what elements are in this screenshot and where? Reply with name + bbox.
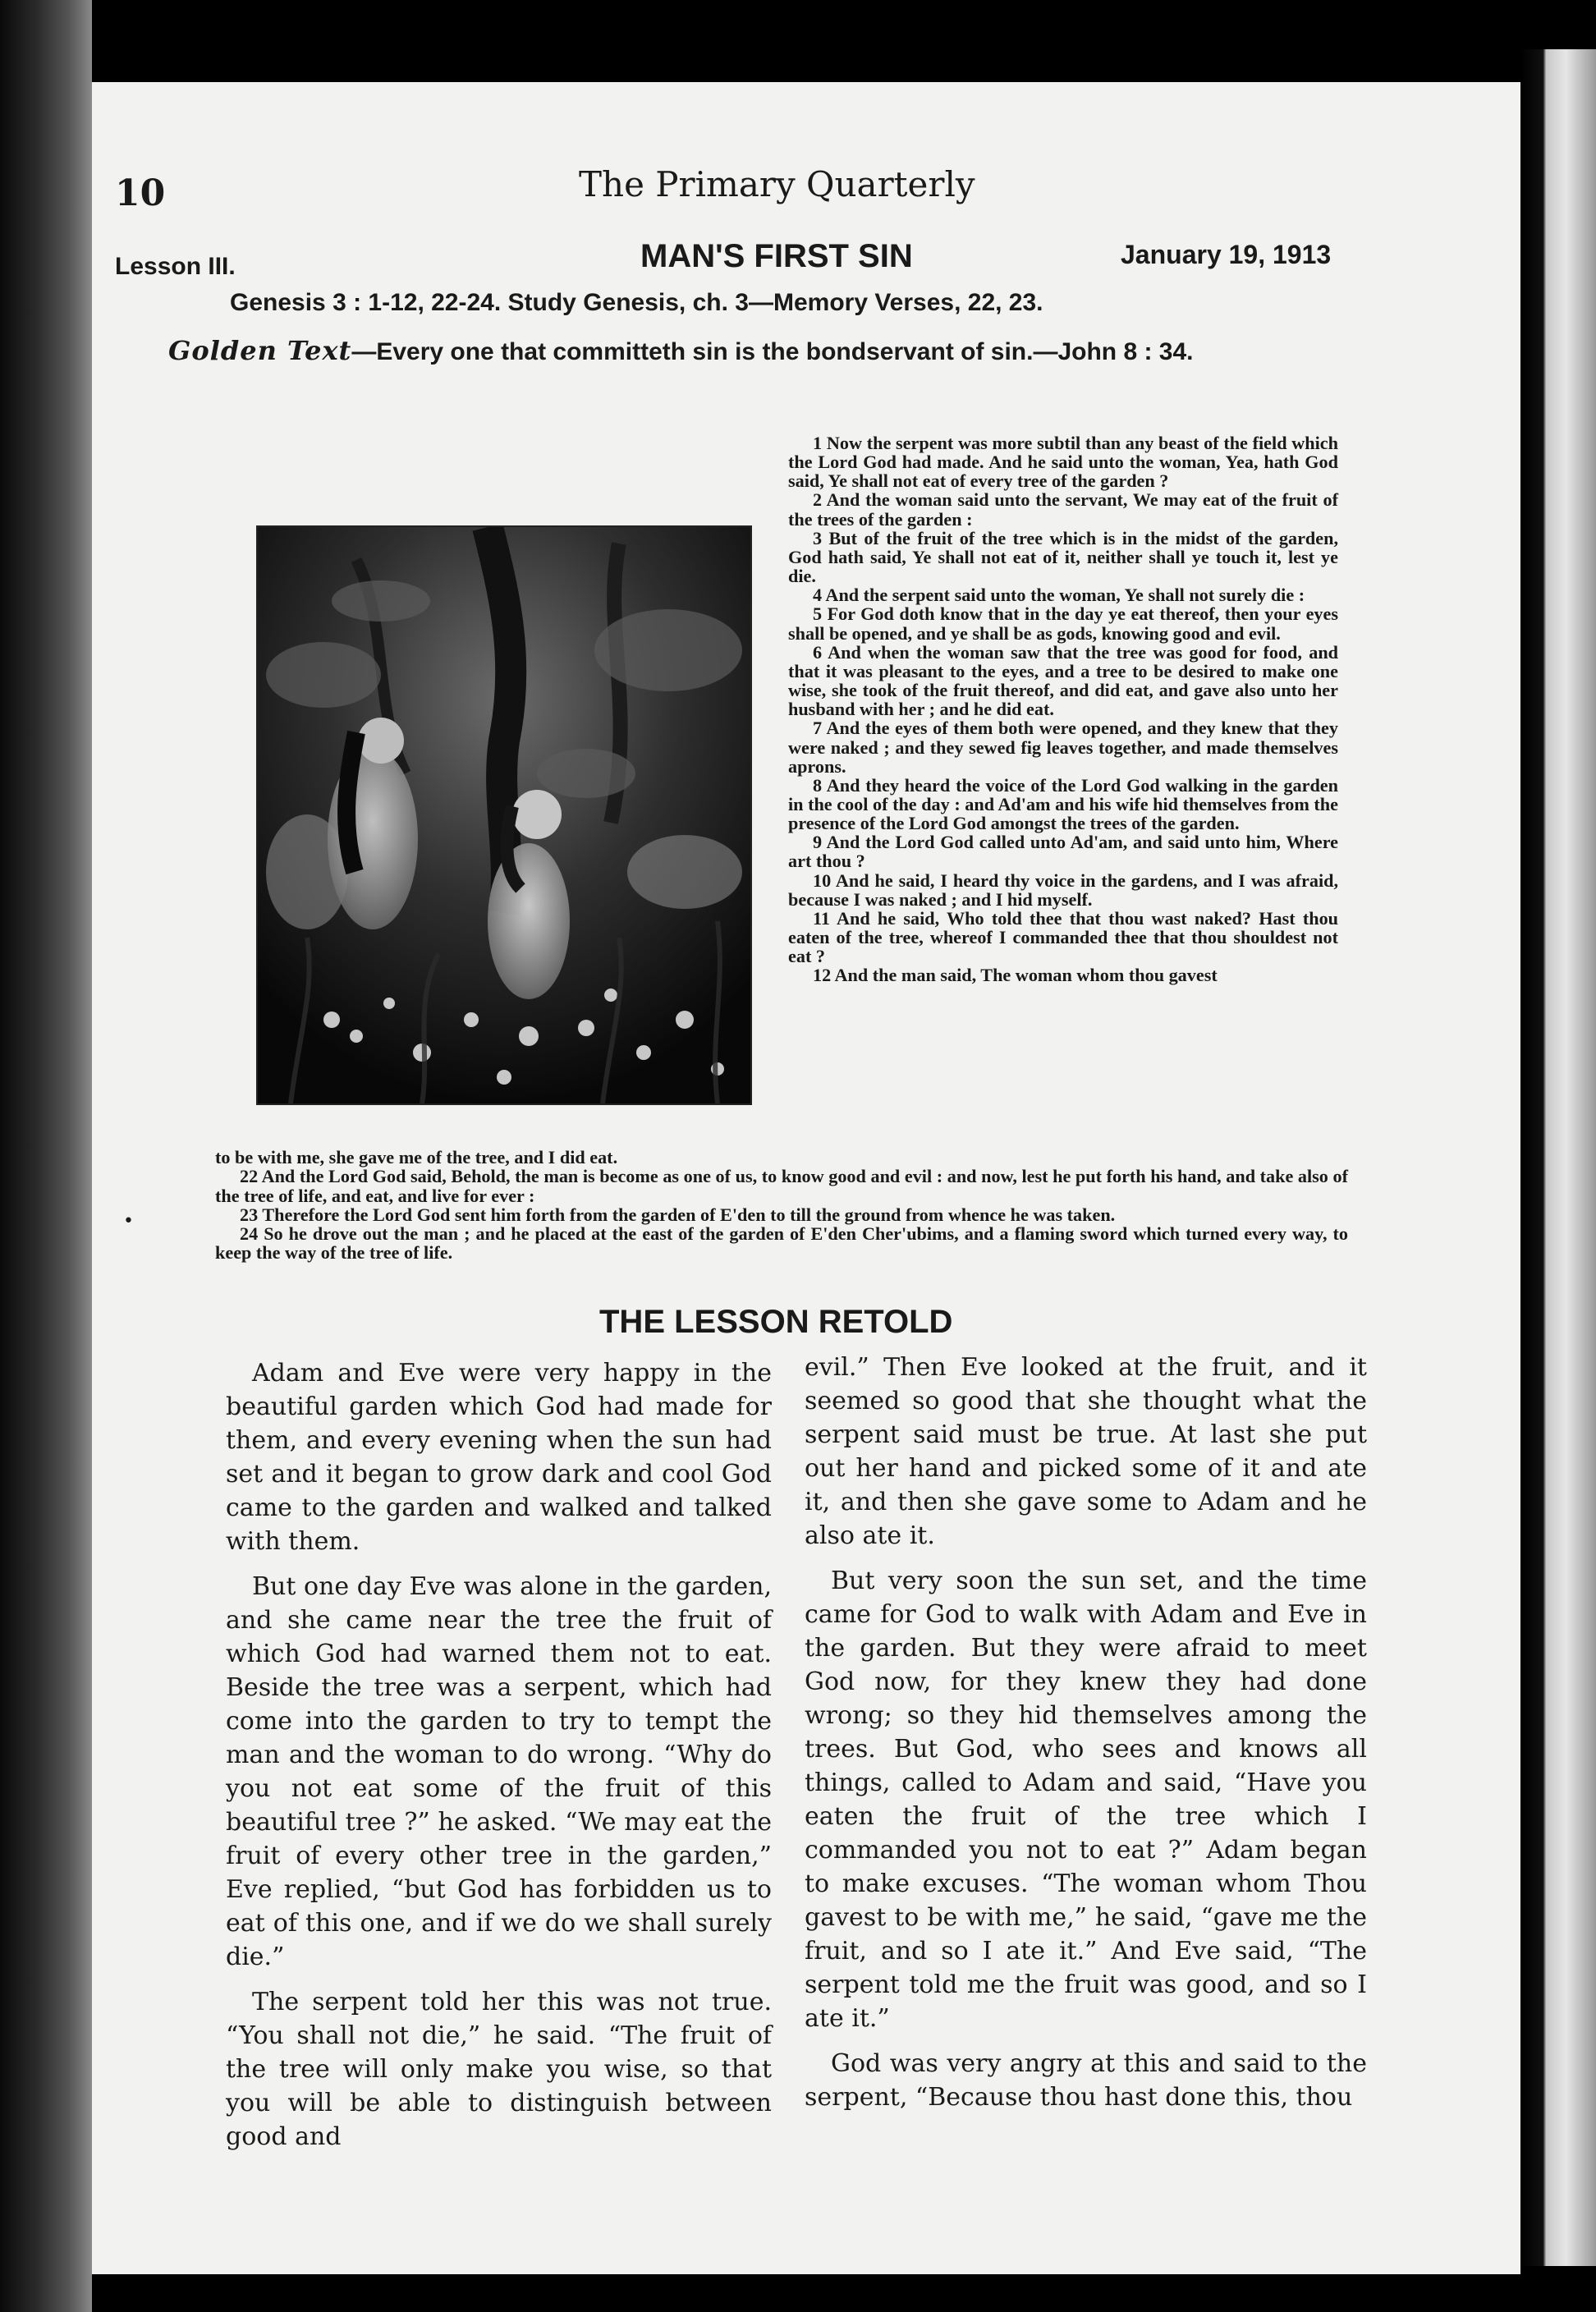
scripture-verse: 22 And the Lord God said, Behold, the man is become as one of us, to know good and evil : and now, lest he put forth his hand, and take also of the tree of life, and eat, and live for ever :: [215, 1166, 1348, 1206]
scripture-verse: 23 Therefore the Lord God sent him forth from the garden of E'den to till the ground from whence he was taken.: [240, 1204, 1116, 1225]
retold-paragraph: God was very angry at this and said to the serpent, “Because thou hast done this, thou: [805, 2049, 1367, 2112]
retold-paragraph: Adam and Eve were very happy in the beautiful garden which God had made for them, and every evening when the sun had set and it began to grow dark and cool God came to the garden and walked and talked with them.: [226, 1359, 772, 1556]
book-gutter-edge: [0, 0, 92, 2312]
scripture-text-bottom: [215, 1148, 1348, 1263]
garden-scene-image: [258, 527, 750, 1103]
retold-paragraph: The serpent told her this was not true. “You shall not die,” he said. “The fruit of the tree will only make you wise, so that you will be able to distinguish between good and: [226, 1988, 772, 2151]
lesson-title: MAN'S FIRST SIN: [640, 238, 913, 274]
scripture-verse: 24 So he drove out the man ; and he placed at the east of the garden of E'den Cher'ubims, and a flaming sword which turned every way, to keep the way of the tree of life.: [215, 1223, 1348, 1264]
scripture-text-right: [788, 434, 1338, 985]
running-head: [115, 164, 1264, 222]
golden-text: [168, 335, 1342, 366]
scripture-verse: 2 And the woman said unto the servant, We may eat of the fruit of the trees of the garden :: [788, 489, 1338, 530]
scripture-reference: Genesis 3 : 1-12, 22-24. Study Genesis, ch. 3—Memory Verses, 22, 23.: [230, 289, 1043, 316]
golden-text-body: —Every one that committeth sin is the bondservant of sin.—John 8 : 34.: [351, 338, 1194, 365]
scripture-verse: 9 And the Lord God called unto Ad'am, and said unto him, Where art thou ?: [788, 832, 1338, 872]
lesson-date: January 19, 1913: [1121, 240, 1332, 269]
margin-dot: •: [123, 1211, 134, 1232]
lesson-header: [115, 238, 1346, 287]
retold-column-right: [805, 1351, 1367, 2126]
scripture-verse: 3 But of the fruit of the tree which is in the midst of the garden, God hath said, Ye shall not eat of it, neither shall ye touch it, lest ye die.: [788, 527, 1338, 587]
page-number: 10: [115, 172, 166, 214]
retold-paragraph: But very soon the sun set, and the time came for God to walk with Adam and Eve in the garden. But they were afraid to meet God now, for they knew they had done wrong; so they hid themselves among the trees. But God, who sees and knows all things, called to Adam and said, “Have you eaten the fruit of the tree which I commanded you not to eat ?” Adam began to make excuses. “The woman whom Thou gavest to be with me,” he said, “gave me the fruit, and so I ate it.” And Eve said, “The serpent told me the fruit was good, and so I ate it.”: [805, 1567, 1367, 2033]
scripture-verse: 7 And the eyes of them both were opened, and they knew that they were naked ; and they sewed fig leaves together, and made themselves aprons.: [788, 718, 1338, 777]
illustration-adam-and-eve: [256, 525, 752, 1105]
retold-paragraph: evil.” Then Eve looked at the fruit, and it seemed so good that she thought what the serpent said must be true. At last she put out her hand and picked some of it and ate it, and then she gave some to Adam and he also ate it.: [805, 1353, 1367, 1550]
section-heading: THE LESSON RETOLD: [599, 1304, 953, 1340]
scripture-verse: 1 Now the serpent was more subtil than any beast of the field which the Lord God had made. And he said unto the woman, Yea, hath God said, Ye shall not eat of every tree of the garden ?: [788, 433, 1338, 492]
running-title: The Primary Quarterly: [579, 164, 975, 204]
adjacent-page-edge: [1520, 49, 1596, 2266]
retold-column-left: [226, 1356, 772, 2165]
scripture-verse: 4 And the serpent said unto the woman, Ye shall not surely die :: [813, 585, 1305, 606]
scripture-verse: 6 And when the woman saw that the tree was good for food, and that it was pleasant to the eyes, and a tree to be desired to make one wise, she took of the fruit thereof, and did eat, and gave also unto her husband with her ; and he did eat.: [788, 641, 1338, 720]
scripture-verse: 8 And they heard the voice of the Lord God walking in the garden in the cool of the day : and Ad'am and his wife hid themselves from the presence of the Lord God amongst the trees of the garden.: [788, 774, 1338, 834]
retold-paragraph: But one day Eve was alone in the garden, and she came near the tree the fruit of which God had warned them not to eat. Beside the tree was a serpent, which had come into the garden to try to tempt the man and the woman to do wrong. “Why do you not eat some of the fruit of this beautiful tree ?” he asked. “We may eat the fruit of every other tree in the garden,” Eve replied, “but God has forbidden us to eat of this one, and if we do we shall surely die.”: [226, 1572, 772, 1971]
lesson-number: Lesson III.: [115, 253, 236, 280]
scripture-verse: 5 For God doth know that in the day ye eat thereof, then your eyes shall be opened, and ye shall be as gods, knowing good and evil.: [788, 603, 1338, 644]
golden-text-label: Golden Text: [168, 335, 352, 366]
scripture-verse: 11 And he said, Who told thee that thou wast naked? Hast thou eaten of the tree, whereof I commanded thee that thou shouldest not eat ?: [788, 907, 1338, 967]
scripture-verse: 10 And he said, I heard thy voice in the gardens, and I was afraid, because I was naked ; and I hid myself.: [788, 869, 1338, 910]
scripture-verse: 12 And the man said, The woman whom thou gavest: [813, 965, 1218, 986]
scripture-continuation: to be with me, she gave me of the tree, and I did eat.: [215, 1147, 618, 1167]
